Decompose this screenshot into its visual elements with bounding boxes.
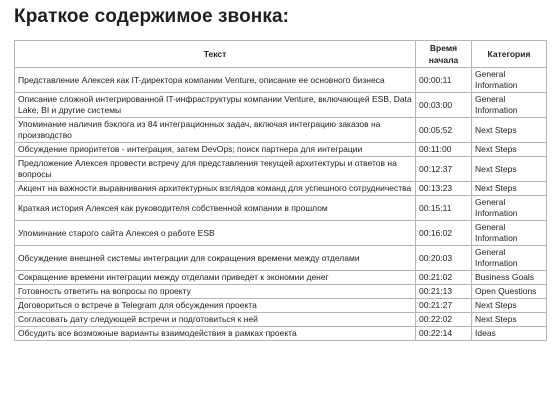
- row-start-time: 00:12:37: [416, 157, 472, 182]
- row-category: Next Steps: [472, 143, 547, 157]
- call-summary-table: [14, 40, 547, 341]
- table-row: [15, 299, 547, 313]
- page-title: Краткое содержимое звонка:: [14, 6, 290, 27]
- row-start-time: 00:22:14: [416, 327, 472, 341]
- row-category: Next Steps: [472, 313, 547, 327]
- row-text: Сокращение времени интеграции между отделами приведет к экономии денег: [15, 271, 416, 285]
- row-category: Next Steps: [472, 118, 547, 143]
- row-start-time: 00:21:27: [416, 299, 472, 313]
- row-category: General Information: [472, 221, 547, 246]
- row-category: General Information: [472, 93, 547, 118]
- row-start-time: 00:15:11: [416, 196, 472, 221]
- table-row: [15, 196, 547, 221]
- table-row: [15, 143, 547, 157]
- row-category: General Information: [472, 246, 547, 271]
- row-text: Представление Алексея как IT-директора компании Venture, описание ее основного бизнеса: [15, 68, 416, 93]
- row-text: Акцент на важности выравнивания архитектурных взглядов команд для успешного сотрудничества: [15, 182, 416, 196]
- row-start-time: 00:00:11: [416, 68, 472, 93]
- row-start-time: 00:03:00: [416, 93, 472, 118]
- row-text: Предложение Алексея провести встречу для представления текущей архитектуры и ответов на вопросы: [15, 157, 416, 182]
- row-start-time: 00:11:00: [416, 143, 472, 157]
- header-start-time: [416, 41, 472, 68]
- row-category: Next Steps: [472, 182, 547, 196]
- row-category: General Information: [472, 196, 547, 221]
- header-category: Категория: [472, 41, 547, 68]
- table-row: [15, 157, 547, 182]
- table-row: [15, 285, 547, 299]
- table-row: [15, 93, 547, 118]
- row-category: Ideas: [472, 327, 547, 341]
- row-category: Open Questions: [472, 285, 547, 299]
- row-text: Договориться о встрече в Telegram для обсуждения проекта: [15, 299, 416, 313]
- table-row: [15, 246, 547, 271]
- row-start-time: 00:05:52: [416, 118, 472, 143]
- row-start-time: 00:13:23: [416, 182, 472, 196]
- table-header-row: [15, 41, 547, 68]
- table-row: [15, 118, 547, 143]
- row-text: Согласовать дату следующей встречи и подготовиться к ней: [15, 313, 416, 327]
- table-row: [15, 68, 547, 93]
- row-start-time: 00:21:02: [416, 271, 472, 285]
- table-row: [15, 182, 547, 196]
- table-row: [15, 313, 547, 327]
- row-text: Обсуждение внешней системы интеграции для сокращения времени между отделами: [15, 246, 416, 271]
- row-category: Next Steps: [472, 157, 547, 182]
- table-row: [15, 327, 547, 341]
- header-start-time-line2: начала: [428, 55, 459, 65]
- row-text: Обсуждение приоритетов - интеграция, затем DevOps; поиск партнера для интеграции: [15, 143, 416, 157]
- table-row: [15, 271, 547, 285]
- row-text: Упоминание старого сайта Алексея о работе ESB: [15, 221, 416, 246]
- row-text: Краткая история Алексея как руководителя собственной компании в прошлом: [15, 196, 416, 221]
- row-start-time: 00:16:02: [416, 221, 472, 246]
- row-start-time: 00:22:02: [416, 313, 472, 327]
- header-text: Текст: [15, 41, 416, 68]
- row-text: Упоминание наличия бэклога из 84 интеграционных задач, включая интеграцию заказов на производство: [15, 118, 416, 143]
- row-text: Описание сложной интегрированной IT-инфраструктуры компании Venture, включающей ESB, Data Lake, BI и другие системы: [15, 93, 416, 118]
- row-category: Next Steps: [472, 299, 547, 313]
- header-start-time-line1: Время: [429, 43, 458, 53]
- table-row: [15, 221, 547, 246]
- row-text: Готовность ответить на вопросы по проекту: [15, 285, 416, 299]
- row-text: Обсудить все возможные варианты взаимодействия в рамках проекта: [15, 327, 416, 341]
- row-category: Business Goals: [472, 271, 547, 285]
- row-category: General Information: [472, 68, 547, 93]
- row-start-time: 00:21:13: [416, 285, 472, 299]
- row-start-time: 00:20:03: [416, 246, 472, 271]
